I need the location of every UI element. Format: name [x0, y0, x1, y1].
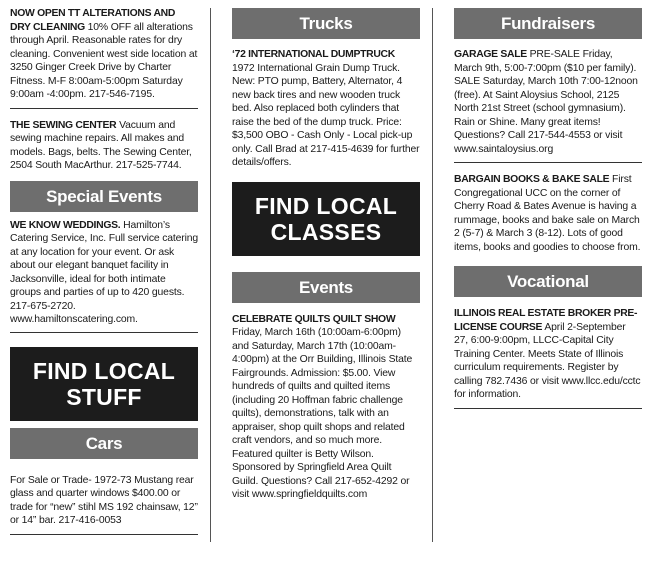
ad-headline: GARAGE SALE — [454, 49, 527, 60]
ad-body: First Congregational UCC on the corner of Cherry Road & Bates Avenue is having a rummage, books and bake sale on March 2 (5-7) & March 3 (8-12). Lots of good items, books and goodies to choose from. — [454, 174, 641, 253]
special-events-header: Special Events — [10, 181, 198, 212]
vocational-header: Vocational — [454, 266, 642, 297]
ad-body: Vacuum and sewing machine repairs. All makes and models. Bags, belts. The Sewing Center, 2504 South MacArthur. 217-525-7744. — [10, 119, 192, 171]
fundraisers-header: Fundraisers — [454, 8, 642, 39]
ad-headline: ILLINOIS REAL ESTATE BROKER PRE-LICENSE COURSE — [454, 308, 638, 333]
sewing-center-ad — [10, 119, 198, 173]
promo-line: FIND LOCAL — [254, 192, 398, 219]
column-divider — [432, 8, 433, 542]
garage-sale-ad — [454, 48, 642, 156]
ad-body: Hamilton’s Catering Service, Inc. Full service catering at any location for your event. Or ask about our elegant banquet facility in Jacksonville, ideal for both intimate groups and parties of up to 420 guests. 217-675-2720. www.hamiltonscatering.com. — [10, 219, 199, 325]
promo-line: STUFF — [66, 383, 142, 410]
ad-body: April 2-September 27, 6:00-9:00pm, LLCC-Capital City Training Center. Meets State of Illinois curriculum requirements. Register by calling 782.7436 or visit www.llcc.edu/cctc for information. — [454, 321, 641, 400]
ad-headline: WE KNOW WEDDINGS. — [10, 219, 121, 231]
ad-body: 10% OFF all alterations through April. Reasonable rates for dry cleaning. Convenient west side location at 3250 Ginger Creek Drive by Charter Fitness. M-F 8:00am-5:00pm Saturday 9:00am -4:00pm. 217-546-7195. — [10, 21, 198, 100]
real-estate-course-ad — [454, 307, 642, 402]
ad-body: For Sale or Trade- 1972-73 Mustang rear glass and quarter windows $400.00 or trade for “new” stihl MS 192 chainsaw, 12” or 14” bar. 217-416-0053 — [10, 474, 198, 526]
column-divider — [210, 8, 211, 542]
ad-separator — [454, 162, 642, 163]
classifieds-column-2 — [232, 0, 420, 502]
ad-headline: CELEBRATE QUILTS QUILT SHOW — [232, 313, 396, 325]
find-local-stuff-promo — [10, 347, 198, 421]
ad-headline: BARGAIN BOOKS & BAKE SALE — [454, 174, 610, 185]
ad-body: PRE-SALE Friday, March 9th, 5:00-7:00pm ($10 per family). SALE Saturday, March 10th 7:00-12noon (free). At Saint Aloysius School, 2125 North 21st Street (school gymnasium). Rain or Shine. Many great items! Questions? Call 217-544-4553 or visit www.saintaloysius.org — [454, 49, 638, 155]
ad-headline: ‘72 INTERNATIONAL DUMPTRUCK — [232, 49, 395, 60]
promo-line: FIND LOCAL — [32, 357, 176, 384]
find-local-classes-promo — [232, 182, 420, 256]
bargain-books-ad — [454, 173, 642, 254]
classifieds-column-1 — [10, 0, 198, 535]
ad-separator — [10, 332, 198, 333]
ad-headline: THE SEWING CENTER — [10, 119, 117, 131]
ad-body: 1972 International Grain Dump Truck. New: PTO pump, Battery, Alternator, 4 new back tires and new wooden truck bed. Also replaced both cylinders that raise the bed of the dump truck. Price: $3,500 OBO - Cash Only - Local pick-up only. Call Brad at 217-415-4639 for further details/offers. — [232, 62, 420, 168]
dumptruck-ad — [232, 48, 420, 170]
events-header: Events — [232, 272, 420, 303]
alterations-ad — [10, 7, 198, 102]
ad-separator — [10, 534, 198, 535]
classifieds-column-3 — [454, 0, 642, 409]
promo-line: CLASSES — [270, 218, 382, 245]
weddings-ad — [10, 219, 198, 327]
cars-header: Cars — [10, 428, 198, 459]
ad-body: Friday, March 16th (10:00am-6:00pm) and Saturday, March 17th (10:00am-4:00pm) at the Orr Building, Illinois State Fairgrounds. Admission: $5.00. View hundreds of quilts and quilted items (including 20 Hoffman fabric challenge quilts), demonstrations, talk with an appraiser, shop quilt shops and related craft vendors, and so much more. Featured quilter is Betty Wilson. Sponsored by Springfield Area Quilt Guild. Questions? Call 217-652-4292 or visit www.springfieldquilts.com — [232, 327, 413, 500]
trucks-header: Trucks — [232, 8, 420, 39]
quilt-show-ad — [232, 313, 420, 502]
ad-separator — [454, 408, 642, 409]
ad-separator — [10, 108, 198, 109]
ad-headline: NOW OPEN TT ALTERATIONS AND DRY CLEANING — [10, 8, 176, 33]
mustang-ad — [10, 474, 198, 528]
